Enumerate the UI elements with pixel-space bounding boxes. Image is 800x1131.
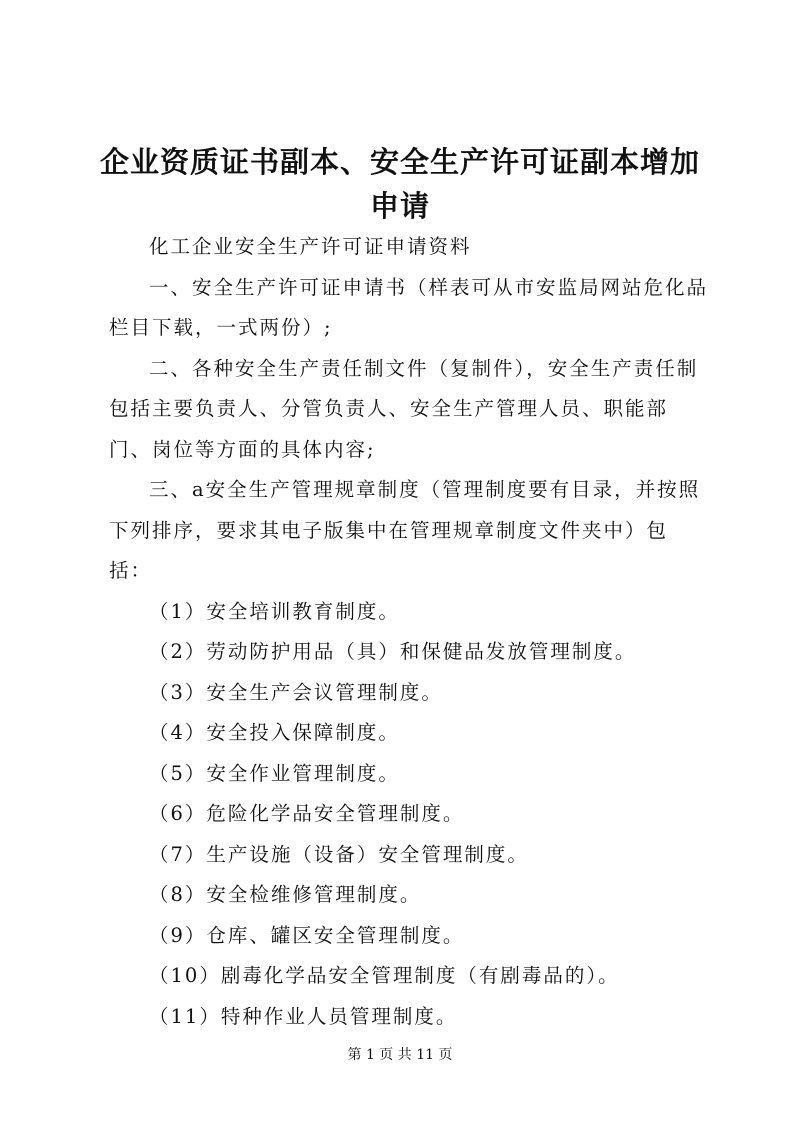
list-item: （5）安全作业管理制度。 [149, 761, 400, 785]
list-item: （6）危险化学品安全管理制度。 [149, 802, 465, 825]
document-title: 企业资质证书副本、安全生产许可证副本增加申请 [100, 145, 701, 223]
list-item: （4）安全投入保障制度。 [149, 721, 400, 744]
list-item: （10）剧毒化学品安全管理制度（有剧毒品的）。 [149, 964, 620, 987]
paragraph-item-2: 二、各种安全生产责任制文件（复制件），安全生产责任制包括主要负责人、分管负责人、安全生产管理人员、职能部门、岗位等方面的具体内容; [109, 356, 699, 461]
paragraph-subtitle: 化工企业安全生产许可证申请资料 [149, 235, 472, 258]
document-body [109, 227, 709, 1037]
list-item: （8）安全检维修管理制度。 [149, 883, 422, 906]
list-item: （2）劳动防护用品（具）和保健品发放管理制度。 [149, 640, 637, 663]
page-footer [0, 1045, 800, 1065]
paragraph-item-1: 一、安全生产许可证申请书（样表可从市安监局网站危化品栏目下载，一式两份）; [109, 275, 709, 339]
list-item: （11）特种作业人员管理制度。 [149, 1004, 458, 1028]
list-item: （3）安全生产会议管理制度。 [149, 680, 443, 704]
page-number: 第 1 页 共 11 页 [347, 1047, 453, 1063]
paragraph-item-3: 三、a安全生产管理规章制度（管理制度要有目录，并按照下列排序，要求其电子版集中在管理规章制度文件夹中）包括： [109, 478, 701, 582]
list-item: （9）仓库、罐区安全管理制度。 [149, 923, 465, 947]
list-item: （1）安全培训教育制度。 [149, 599, 400, 623]
list-item: （7）生产设施（设备）安全管理制度。 [149, 842, 529, 866]
